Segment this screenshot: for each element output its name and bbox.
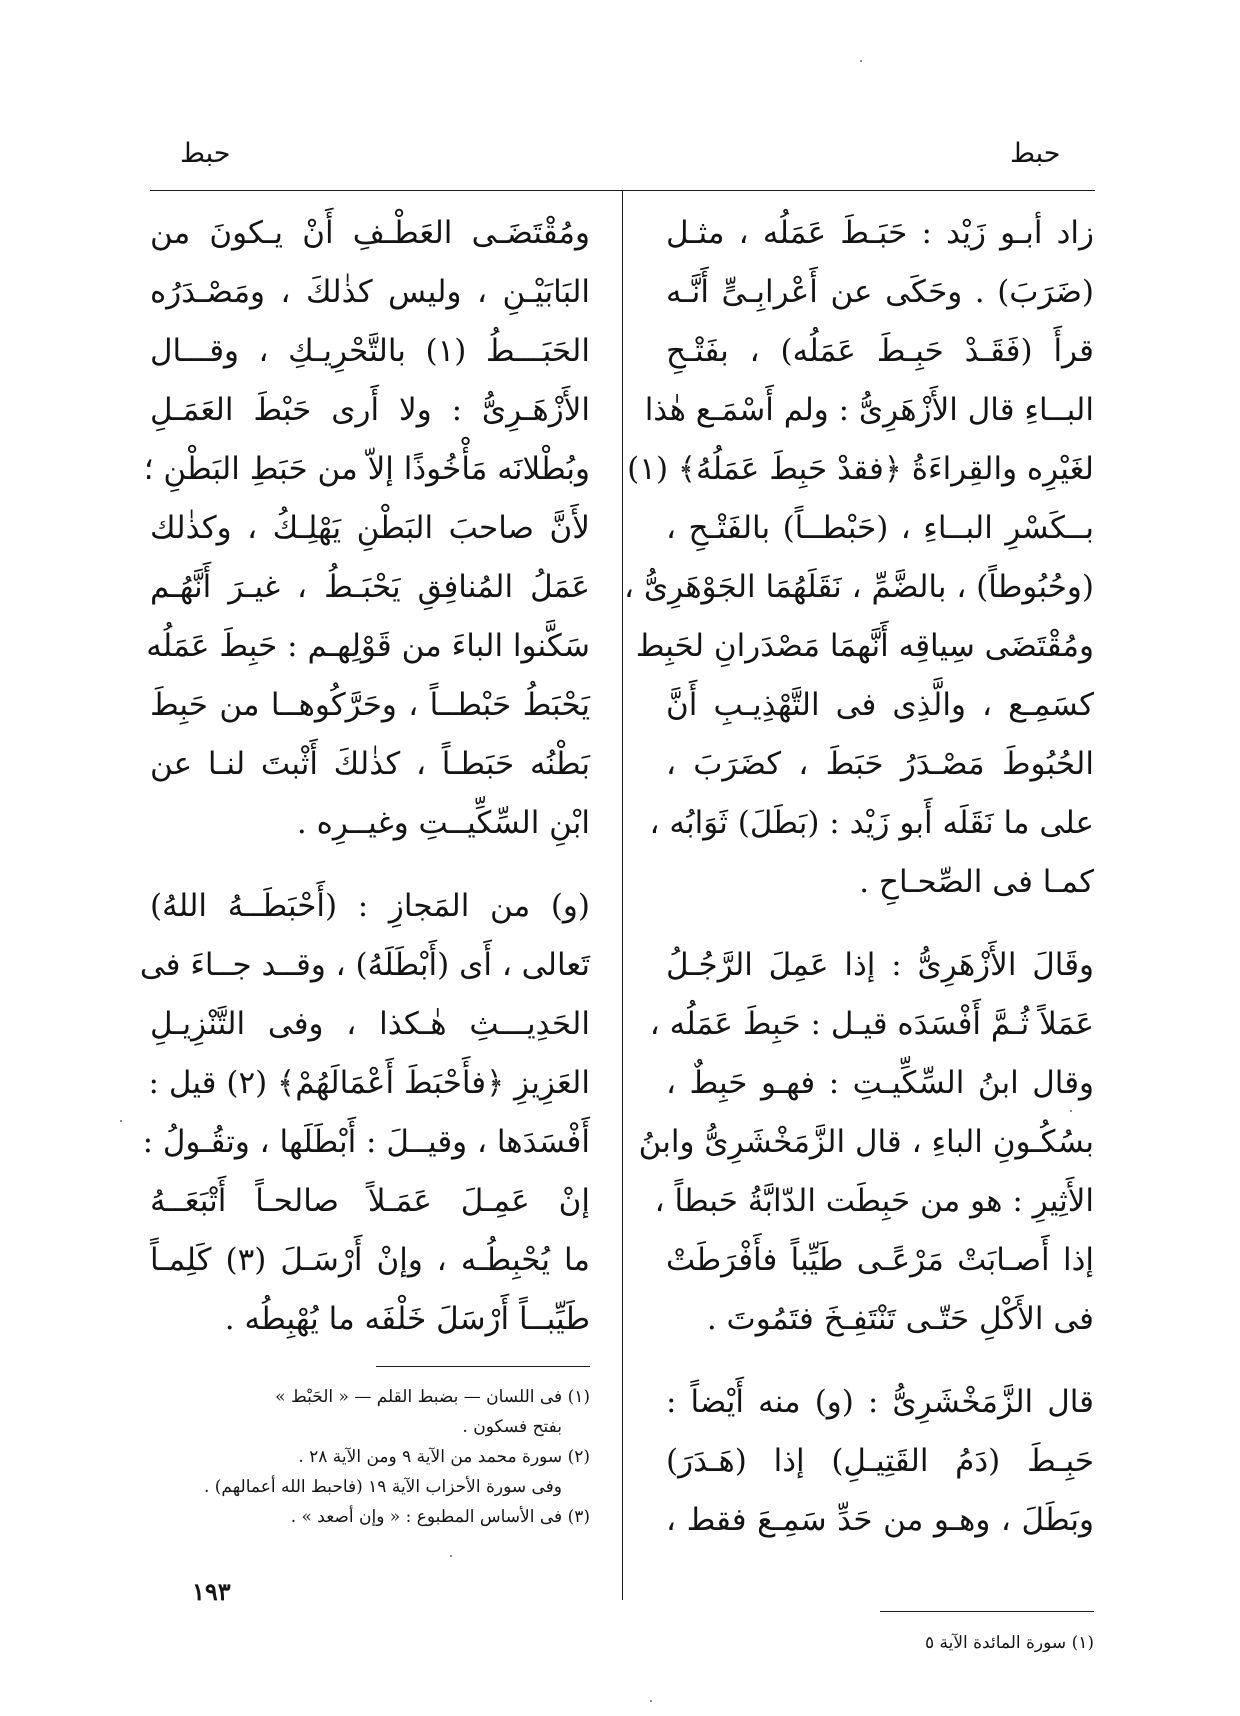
text-line: بَطْنُه حَبَطـاً ، كذٰلكَ أَثْبتَ لنـا عن [150,746,590,782]
text-line: كمـا فى الصِّحـاحِ . [859,864,1094,900]
footnote: (٣) فى الأساس المطبوع : « وإن أصعد » . [290,1507,590,1527]
text-line: إذا أَصـابَتْ مَرْعًـى طَيِّباً فأَفْرَطَتْ [666,1242,1094,1278]
text-line: كسَمِـع ، والَّذِى فى التَّهْذِيـبِ أَنَّ [666,687,1094,723]
footnote-continuation: وفى سورة الأحزاب الآية ١٩ (فاحبط الله أعمالهم) . [203,1477,562,1497]
text-line: ومُقْتَضَـى العَطْـفِ أَنْ يـكونَ من [150,215,590,251]
scan-speck [1070,1110,1072,1112]
text-line: العَزِيزِ ﴿فأَحْبَطَ أَعْمَالَهُمْ﴾ (٢) قيل : [148,1065,590,1101]
footnotes-right [666,1628,1094,1658]
footnote-continuation: بفتح فسكون . [462,1417,562,1437]
footnote-rule-right [880,1611,1094,1612]
text-line: عَمَلاً ثُـمَّ أَفْسَدَه قيـل : حَبِطَ عَمَلُه ، [649,1006,1094,1042]
text-line: إنْ عَمِـلَ عَمَـلاً صالحـاً أَتْبَعَــهُ [150,1183,590,1219]
text-line: حَبِـطَ (دَمُ القَتِيـلِ) إذا (هَـدَرَ) [666,1443,1094,1479]
text-line: الأَزْهَـرِىُّ : ولا أَرى حَبْطَ العَمَـلِ [150,392,590,428]
text-line: تَعالى ، أَى (أَبْطَلَهُ) ، وقــد جــاءَ فى [139,947,590,983]
text-line: طَيِّبــاً أَرْسَلَ خَلْفَه ما يُهْبِطُه . [224,1301,590,1337]
text-line: بسُكُـونِ الباءِ ، قال الزَّمَخْشَرِىُّ وابنُ [638,1124,1094,1160]
footnotes-left [150,1382,590,1532]
footnote: (١) سورة المائدة الآية ٥ [924,1633,1094,1653]
page-number: ١٩٣ [192,1577,231,1606]
running-head-right: حبط [1010,138,1061,169]
text-line: البَابَيْـنِ ، وليس كذٰلكَ ، ومَصْـدَرُه [150,274,590,310]
column-divider [622,190,623,1600]
text-line: وقال ابنُ السِّكِّيـتِ : فهـو حَبِطٌ ، [666,1065,1094,1101]
text-line: ابْنِ السِّكِّيــتِ وغيــرِه . [296,805,590,841]
text-line: (ضَرَبَ) . وحَكَى عن أَعْرابِـىٍّ أَنَّـه [666,274,1094,310]
scan-speck [120,1120,122,1122]
text-line: لأَنَّ صاحبَ البَطْنِ يَهْلِـكُ ، وكذٰلك [150,510,590,546]
text-line: وبُطْلانَه مَأْخُوذًا إلاّ من حَبَطِ البَطْنِ ؛ [143,451,590,487]
left-column [139,204,590,1349]
text-line: الحَدِيـــثِ هٰـكذا ، وفى التَّنْزِيـلِ [150,1006,590,1042]
text-line: يَحْبَطُ حَبْطــاً ، وحَرَّكُوهــا من حَبِطَ [150,687,590,723]
scan-speck [860,60,862,62]
text-line: الحُبُوطَ مَصْـدَرُ حَبَطَ ، كضَرَبَ ، [666,746,1094,782]
text-line: بــكَسْرِ البــاءِ ، (حَبْطــاً) بالفَتْـحِ ، [666,510,1094,546]
text-line: البــاءِ قال الأَزْهَرِىُّ : ولم أَسْمَـع هٰذا [644,392,1094,428]
text-line: (وحُبُوطاً) ، بالضَّمِّ ، نَقَلَهُمَا الجَوْهَرِىُّ ، [623,569,1094,605]
scan-speck [450,1555,452,1557]
right-column [623,204,1094,1550]
footnote: (٢) سورة محمد من الآية ٩ ومن الآية ٢٨ . [298,1447,590,1467]
text-line: أَفْسَدَها ، وقيــلَ : أَبْطَلَها ، وتقُـولُ : [142,1124,590,1160]
text-line: وبَطَلَ ، وهـو من حَدِّ سَمِـعَ فقط ، [666,1502,1094,1538]
text-line: زاد أبـو زَيْد : حَبَـطَ عَمَلُه ، مثـل [666,215,1094,251]
text-line: سَكَّنوا الباءَ من قَوْلِهـم : حَبِطَ عَمَلُه [146,628,590,664]
text-line: لغَيْرِه والقِراءَةُ ﴿فقدْ حَبِطَ عَمَلُهُ﴾ (١) [627,451,1094,487]
text-line: فى الأَكْلِ حَتّـى تَنْتَفِـخَ فتَمُوتَ . [706,1301,1094,1337]
running-head-left: حبط [180,138,231,169]
text-line: عَمَلُ المُنافِقِ يَحْبَـطُ ، غيـرَ أَنَّهُـم [150,569,590,605]
text-line: (و) من المَجازِ : (أَحْبَطَــهُ اللهُ) [150,888,590,924]
scan-speck [650,1700,652,1702]
footnote-rule-left [376,1366,590,1367]
text-line: وقَالَ الأَزْهَرِىُّ : إذا عَمِلَ الرَّجُـلُ [666,947,1094,983]
text-line: الأَثِيرِ : هو من حَبِطَت الدّابَّةُ حَبطاً ، [654,1183,1094,1219]
text-line: قرأَ (فَقَـدْ حَبِـطَ عَمَلُه) ، بفَتْـحِ [666,333,1094,369]
text-line: قال الزَّمَخْشَرِىُّ : (و) منه أَيْضاً : [666,1384,1094,1420]
text-line: ومُقْتَضَى سِياقِه أَنَّهمَا مَصْدَرانِ لحَبِط [635,628,1094,664]
footnote: (١) فى اللسان — بضبط القلم — « الحَبْط » [275,1387,590,1407]
text-line: الحَبَـــطُ (١) بالتَّحْرِيـكِ ، وقـــال [150,333,590,369]
text-line: على ما نَقَلَه أَبو زَيْد : (بَطَلَ) ثَوَابُه ، [649,805,1094,841]
text-line: ما يُحْبِطُـه ، وإنْ أَرْسَـلَ (٣) كَلِمـاً [150,1242,590,1278]
